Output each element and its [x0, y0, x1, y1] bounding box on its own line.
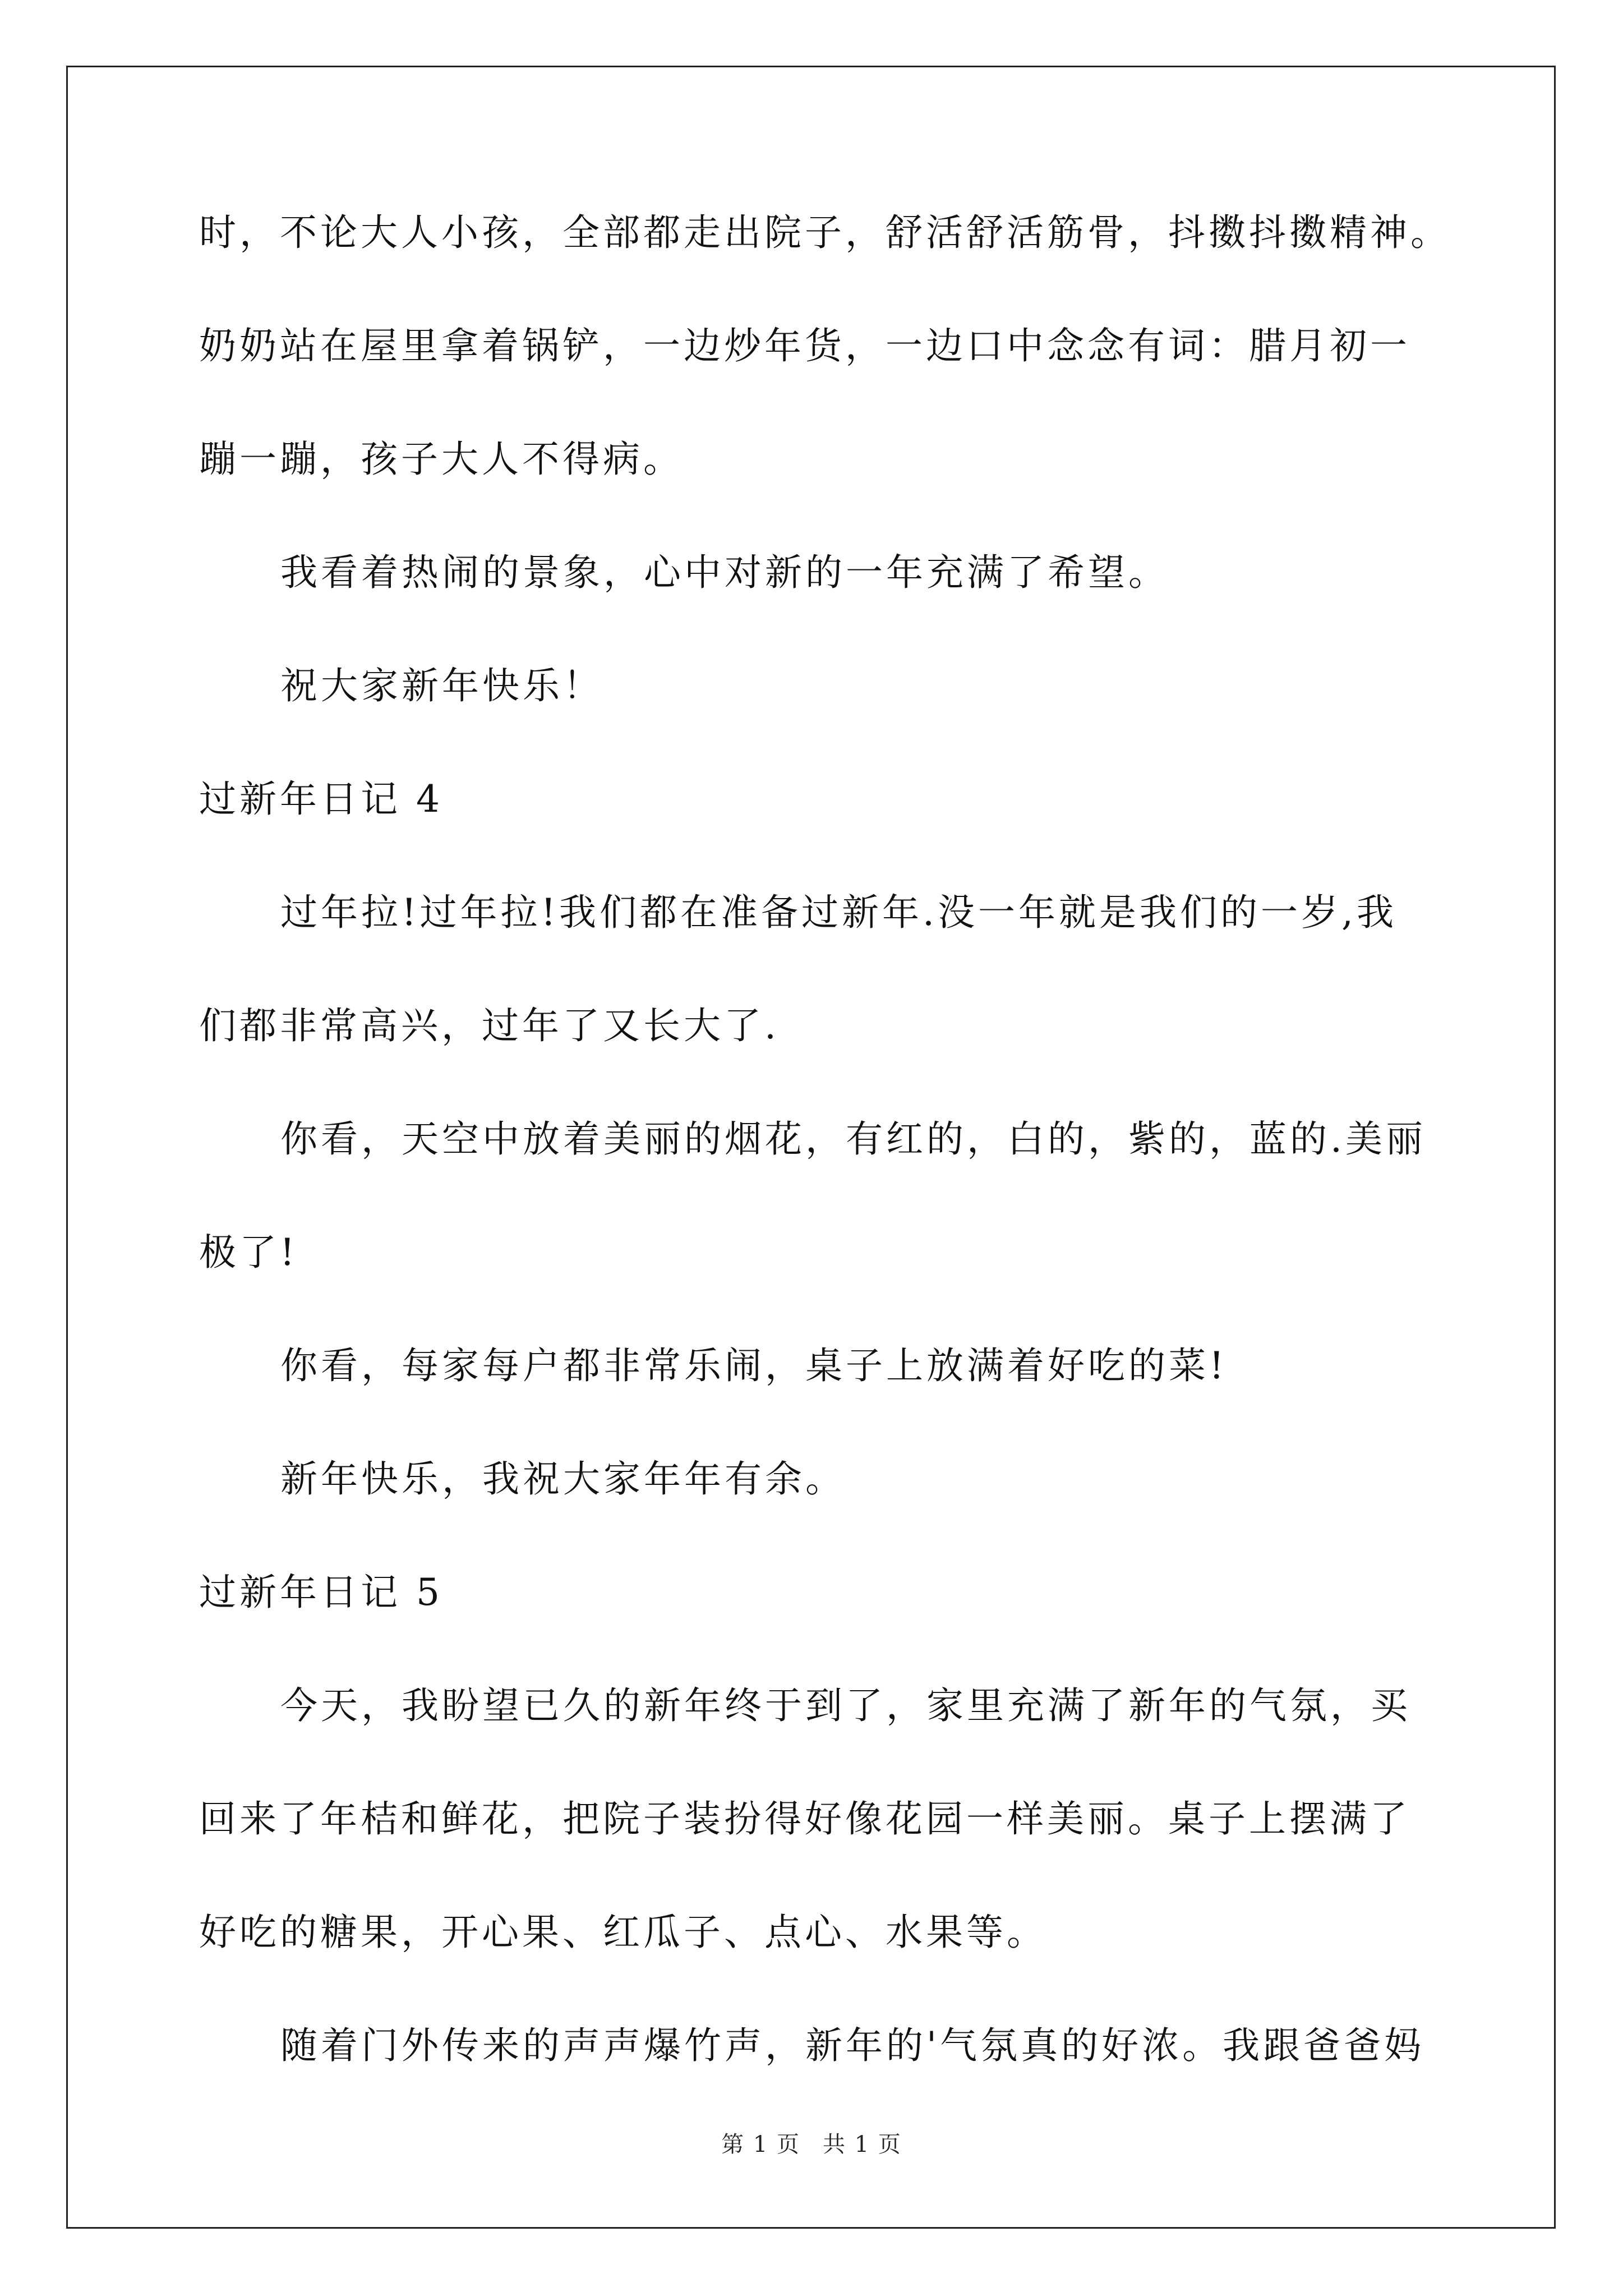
text-line: 时，不论大人小孩，全部都走出院子，舒活舒活筋骨，抖擞抖擞精神。 — [199, 211, 1451, 254]
text-line: 好吃的糖果，开心果、红瓜子、点心、水果等。 — [199, 1911, 1047, 1954]
text-line: 祝大家新年快乐！ — [280, 664, 603, 707]
text-line: 过年拉!过年拉!我们都在准备过新年.没一年就是我们的一岁,我 — [280, 891, 1398, 934]
page-number: 第 1 页 — [721, 2132, 800, 2157]
text-line: 回来了年桔和鲜花，把院子装扮得好像花园一样美丽。桌子上摆满了 — [199, 1797, 1410, 1841]
page-footer — [0, 2131, 1623, 2159]
text-line: 奶奶站在屋里拿着锅铲，一边炒年货，一边口中念念有词：腊月初一 — [199, 324, 1410, 367]
section-heading: 过新年日记 4 — [199, 777, 443, 821]
text-line: 今天，我盼望已久的新年终于到了，家里充满了新年的气氛，买 — [280, 1684, 1411, 1727]
text-line: 们都非常高兴，过年了又长大了. — [199, 1004, 780, 1047]
text-line: 新年快乐，我祝大家年年有余。 — [280, 1457, 846, 1501]
section-heading: 过新年日记 5 — [199, 1571, 443, 1614]
text-line: 极了! — [199, 1231, 298, 1274]
text-line: 你看，每家每户都非常乐闹，桌子上放满着好吃的菜! — [280, 1344, 1228, 1387]
text-line: 蹦一蹦，孩子大人不得病。 — [199, 438, 684, 481]
text-line: 你看，天空中放着美丽的烟花，有红的，白的，紫的，蓝的.美丽 — [280, 1117, 1426, 1161]
text-line: 我看着热闹的景象，心中对新的一年充满了希望。 — [280, 551, 1169, 594]
text-line: 随着门外传来的声声爆竹声，新年的'气氛真的好浓。我跟爸爸妈 — [280, 2024, 1425, 2067]
page-count: 共 1 页 — [823, 2132, 902, 2157]
